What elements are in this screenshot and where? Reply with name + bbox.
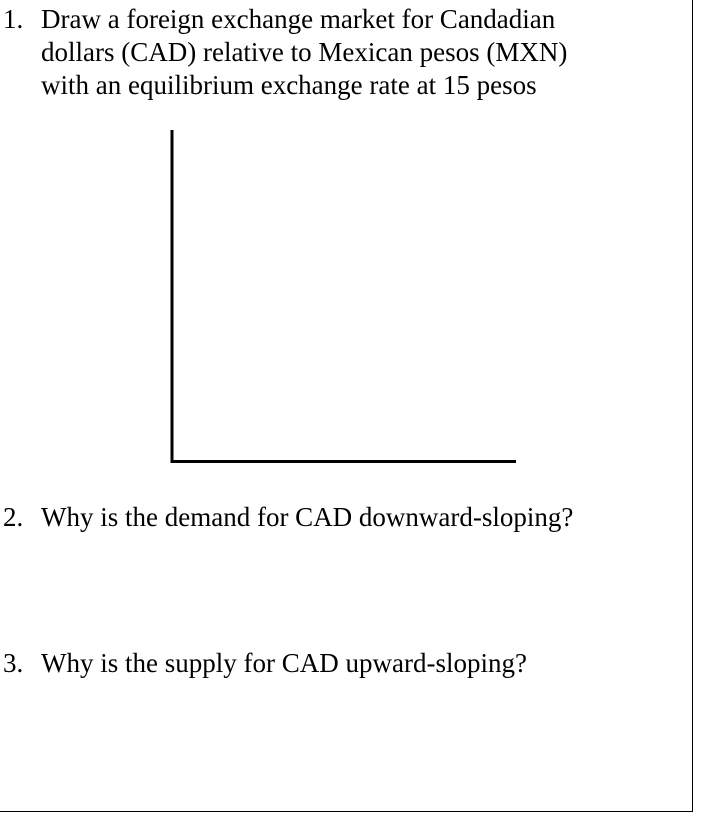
question-number: 3.: [3, 648, 24, 678]
question-3: [0, 647, 527, 680]
question-number: 2.: [3, 502, 24, 532]
question-2: [0, 501, 573, 534]
question-text-line: dollars (CAD) relative to Mexican pesos (MXN): [41, 37, 568, 67]
question-text-line: Why is the supply for CAD upward-sloping?: [41, 648, 527, 678]
question-number: 1.: [3, 4, 24, 34]
question-text-line: Draw a foreign exchange market for Candadian: [41, 4, 556, 34]
question-text-line: with an equilibrium exchange rate at 15 pesos: [41, 70, 537, 100]
question-text-line: Why is the demand for CAD downward-sloping?: [41, 502, 574, 532]
